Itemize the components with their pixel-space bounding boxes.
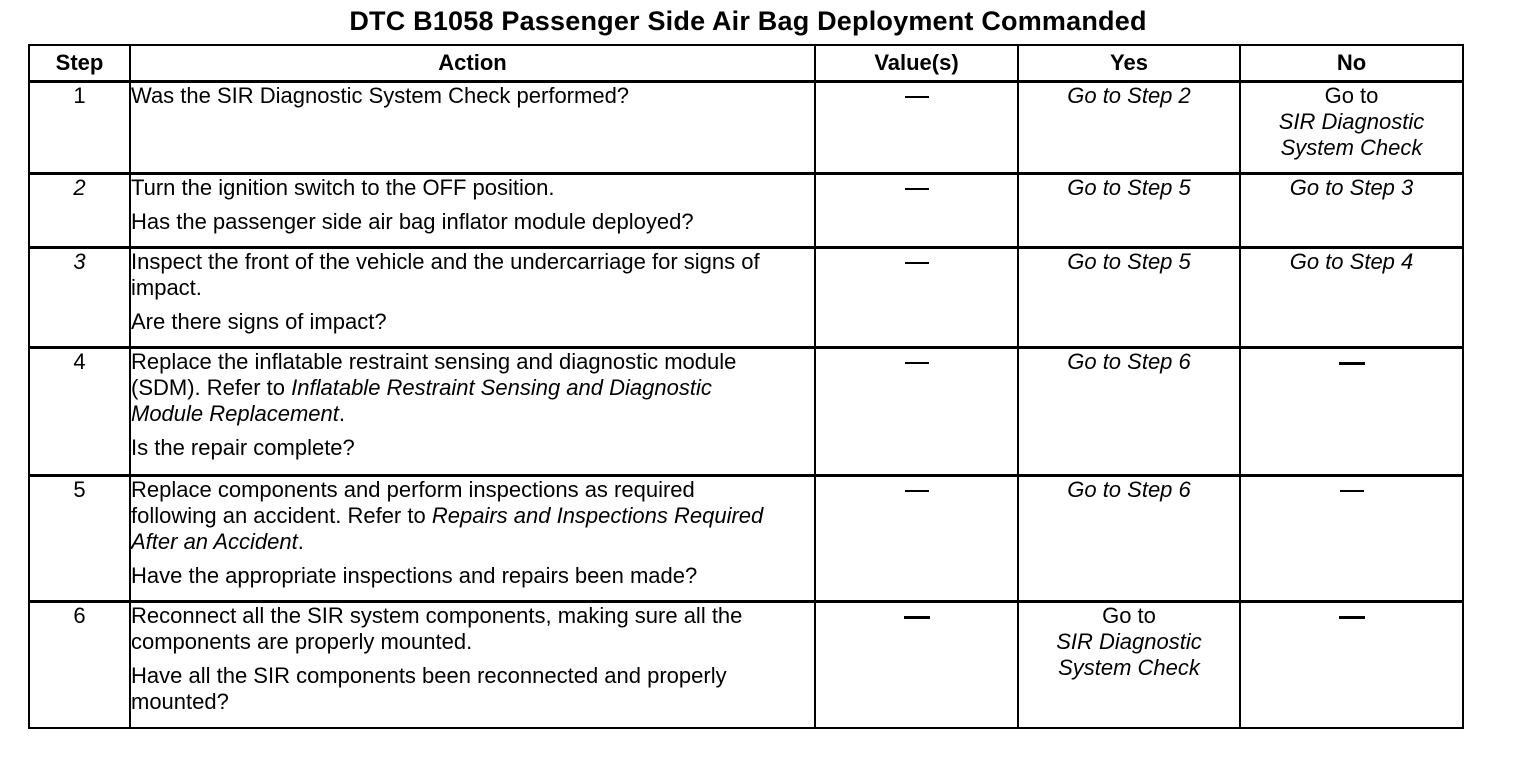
- header-no: No: [1240, 45, 1463, 82]
- value-dash: [904, 616, 930, 619]
- action-question: Have the appropriate inspections and repairs been made?: [131, 563, 698, 588]
- action-reference: Repairs and Inspections Required After an Accident: [131, 503, 764, 554]
- action-text: [131, 349, 781, 427]
- table-row-step-1: [29, 82, 1463, 174]
- action-text: Reconnect all the SIR system components, making sure all the components are properly mounted.: [131, 603, 743, 654]
- action-cell: [130, 476, 815, 602]
- no-link: SIR Diagnostic System Check: [1278, 109, 1425, 160]
- yes-link: SIR Diagnostic System Check: [1056, 629, 1202, 680]
- no-cell: [1240, 82, 1463, 174]
- action-cell: [130, 602, 815, 728]
- action-question: Are there signs of impact?: [131, 309, 387, 334]
- step-number: 2: [29, 174, 130, 248]
- action-text: [131, 477, 781, 555]
- action-text-end: .: [297, 529, 304, 554]
- yes-cell: Go to Step 6: [1018, 476, 1240, 602]
- value-cell: [815, 82, 1018, 174]
- value-cell: [815, 174, 1018, 248]
- no-prefix: Go to: [1324, 83, 1379, 108]
- action-cell: [130, 348, 815, 476]
- action-question: Has the passenger side air bag inflator module deployed?: [131, 209, 694, 234]
- no-cell: Go to Step 4: [1240, 248, 1463, 348]
- no-cell: [1240, 348, 1463, 476]
- step-number: 1: [29, 82, 130, 174]
- action-question: Is the repair complete?: [131, 435, 355, 460]
- action-cell: [130, 248, 815, 348]
- action-text-lead: Replace components and perform inspections as required following an accident. Refer to: [131, 477, 695, 528]
- yes-cell: [1018, 602, 1240, 728]
- step-number: 3: [29, 248, 130, 348]
- table-row-step-6: [29, 602, 1463, 728]
- step-number: 6: [29, 602, 130, 728]
- value-cell: [815, 476, 1018, 602]
- action-question: Have all the SIR components been reconnected and properly mounted?: [131, 663, 727, 714]
- action-reference: Inflatable Restraint Sensing and Diagnostic Module Replacement: [131, 375, 712, 426]
- action-text-end: .: [338, 401, 346, 426]
- no-dash: [1339, 362, 1365, 365]
- no-dash: [1340, 490, 1364, 492]
- yes-cell: Go to Step 5: [1018, 174, 1240, 248]
- table-row-step-2: [29, 174, 1463, 248]
- value-dash: [905, 262, 929, 264]
- value-dash: [905, 362, 929, 364]
- step-number: 5: [29, 476, 130, 602]
- action-text: Turn the ignition switch to the OFF position.: [131, 175, 555, 200]
- diagnostic-table: [28, 44, 1464, 729]
- yes-cell: Go to Step 2: [1018, 82, 1240, 174]
- no-cell: Go to Step 3: [1240, 174, 1463, 248]
- action-cell: [130, 82, 815, 174]
- value-cell: [815, 348, 1018, 476]
- action-text: Inspect the front of the vehicle and the undercarriage for signs of impact.: [131, 249, 760, 300]
- action-text-lead: Replace the inflatable restraint sensing and diagnostic module (SDM). Refer to: [131, 349, 737, 400]
- yes-prefix: Go to: [1102, 603, 1156, 628]
- value-cell: [815, 248, 1018, 348]
- header-yes: Yes: [1018, 45, 1240, 82]
- page-title: DTC B1058 Passenger Side Air Bag Deployment Commanded: [349, 6, 1147, 36]
- no-dash: [1339, 616, 1365, 619]
- value-dash: [905, 490, 929, 492]
- step-number: 4: [29, 348, 130, 476]
- header-step: Step: [29, 45, 130, 82]
- value-dash: [905, 96, 929, 98]
- table-row-step-3: [29, 248, 1463, 348]
- action-text: Was the SIR Diagnostic System Check performed?: [131, 83, 630, 108]
- table-row-step-4: [29, 348, 1463, 476]
- yes-cell: Go to Step 6: [1018, 348, 1240, 476]
- no-cell: [1240, 476, 1463, 602]
- no-cell: [1240, 602, 1463, 728]
- table-row-step-5: [29, 476, 1463, 602]
- value-cell: [815, 602, 1018, 728]
- table-header-row: [29, 45, 1463, 82]
- header-action: Action: [130, 45, 815, 82]
- action-cell: [130, 174, 815, 248]
- value-dash: [905, 188, 929, 190]
- header-value: Value(s): [815, 45, 1018, 82]
- yes-cell: Go to Step 5: [1018, 248, 1240, 348]
